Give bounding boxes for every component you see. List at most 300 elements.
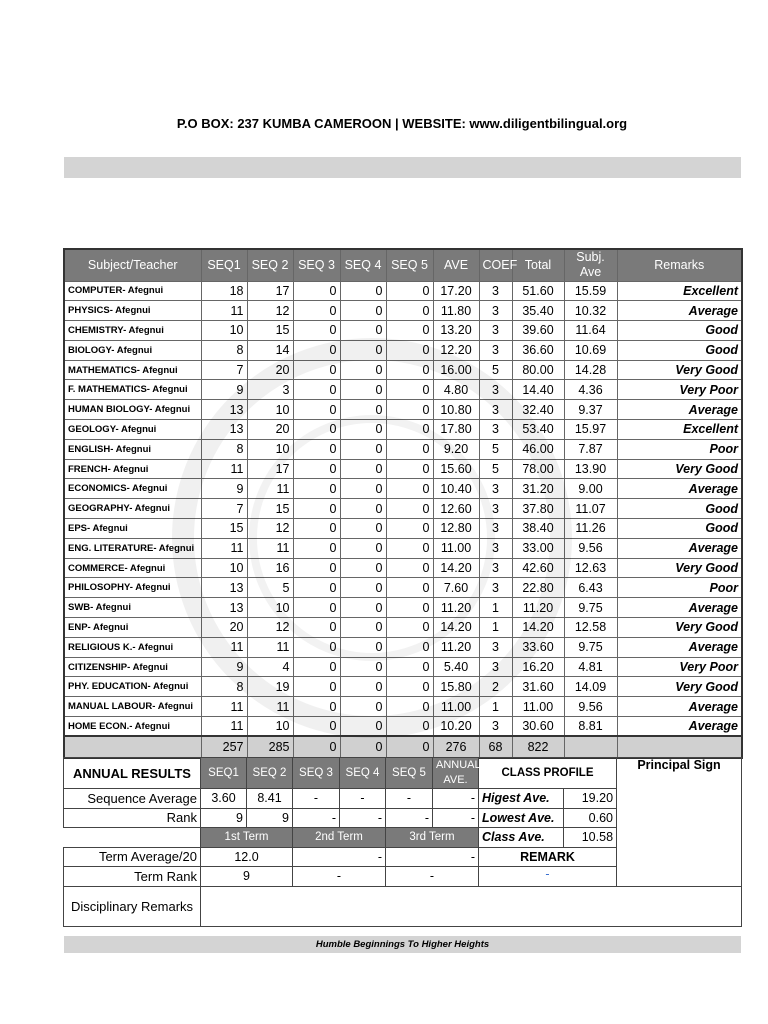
seq3-cell: 0 [293,657,340,677]
seq2-cell: 4 [247,657,293,677]
seq2-cell: 12 [247,519,293,539]
average-cell: 11.20 [433,598,479,618]
seq5-cell: 0 [386,400,433,420]
remark-cell: Average [617,400,742,420]
coefficient-cell: 3 [479,499,512,519]
coefficient-cell: 3 [479,538,512,558]
term-average-value: 12.0 [201,847,293,867]
school-address: P.O BOX: 237 KUMBA CAMEROON | WEBSITE: www.diligentbilingual.org [176,116,628,131]
annual-results-table [63,757,742,927]
rank-value: 9 [201,808,247,828]
seq3-cell: 0 [293,578,340,598]
remark-cell: Average [617,479,742,499]
average-cell: 12.60 [433,499,479,519]
seq2-cell: 14 [247,340,293,360]
seq1-cell: 8 [201,677,247,697]
seq1-cell: 9 [201,380,247,400]
seq5-cell: 0 [386,499,433,519]
remark-cell: Average [617,637,742,657]
seq1-cell: 8 [201,340,247,360]
table-row [64,717,742,737]
term-rank-value: - [293,867,386,887]
average-cell: 10.40 [433,479,479,499]
average-cell: 11.00 [433,697,479,717]
principal-sign: Principal Sign [617,758,742,887]
subject-cell: ENP- Afegnui [64,618,201,638]
seq1-cell: 15 [201,519,247,539]
subject-average-cell: 11.26 [564,519,617,539]
seq4-cell: 0 [340,499,386,519]
coefficient-cell: 3 [479,281,512,301]
coefficient-cell: 3 [479,340,512,360]
seq2-cell: 11 [247,538,293,558]
seq3-cell: 0 [293,340,340,360]
subject-average-cell: 13.90 [564,459,617,479]
seq4-cell: 0 [340,538,386,558]
total-cell: 51.60 [512,281,564,301]
remark-cell: Average [617,717,742,737]
seq3-cell: 0 [293,360,340,380]
seq1-cell: 11 [201,697,247,717]
seq5-cell: 0 [386,380,433,400]
remark-cell: Good [617,519,742,539]
term-header: 2nd Term [293,828,386,848]
seq5-cell: 0 [386,321,433,341]
seq1-cell: 10 [201,558,247,578]
remark-title: REMARK [479,847,617,867]
class-profile-value: 0.60 [564,808,617,828]
subject-cell: FRENCH- Afegnui [64,459,201,479]
coefficient-cell: 3 [479,519,512,539]
subject-average-cell: 11.07 [564,499,617,519]
seq5-cell: 0 [386,281,433,301]
seq4-cell: 0 [340,618,386,638]
subject-average-cell: 4.81 [564,657,617,677]
table-row [64,558,742,578]
remark-cell: Very Poor [617,657,742,677]
average-cell: 12.20 [433,340,479,360]
coefficient-cell: 3 [479,717,512,737]
annual-seq-header: SEQ 2 [247,758,293,789]
total-cell: 11.00 [512,697,564,717]
total-cell: 78.00 [512,459,564,479]
table-row [64,618,742,638]
class-profile-label: Higest Ave. [479,789,564,809]
subject-cell: SWB- Afegnui [64,598,201,618]
seq3-cell: 0 [293,519,340,539]
remark-cell: Very Good [617,618,742,638]
seq3-cell: 0 [293,717,340,737]
disciplinary-remarks-value [201,886,742,926]
subject-cell: COMMERCE- Afegnui [64,558,201,578]
subject-cell: CITIZENSHIP- Afegnui [64,657,201,677]
rank-label: Rank [64,808,201,828]
subject-average-cell: 15.59 [564,281,617,301]
coefficient-cell: 1 [479,598,512,618]
total-cell: 53.40 [512,420,564,440]
average-cell: 5.40 [433,657,479,677]
seq2-cell: 12 [247,618,293,638]
seq5-header: SEQ 5 [386,249,433,281]
seq5-cell: 0 [386,598,433,618]
subject-cell: PHYSICS- Afegnui [64,301,201,321]
seq1-cell: 11 [201,637,247,657]
disciplinary-remarks-label: Disciplinary Remarks [64,886,201,926]
seq1-cell: 7 [201,499,247,519]
total-cell: 33.00 [512,538,564,558]
subject-cell: MANUAL LABOUR- Afegnui [64,697,201,717]
average-cell: 9.20 [433,439,479,459]
seq1-cell: 20 [201,618,247,638]
average-cell: 14.20 [433,618,479,638]
annual-rank-value: - [433,808,479,828]
subject-average-cell: 9.56 [564,538,617,558]
table-row [64,677,742,697]
seq2-cell: 17 [247,459,293,479]
table-row [64,519,742,539]
seq2-cell: 10 [247,439,293,459]
subject-teacher-header: Subject/Teacher [64,249,201,281]
seq3-cell: 0 [293,459,340,479]
seq1-cell: 8 [201,439,247,459]
term-average-value: - [293,847,386,867]
annual-results-title: ANNUAL RESULTS [64,758,201,789]
subject-average-cell: 8.81 [564,717,617,737]
seq1-cell: 13 [201,420,247,440]
remark-cell: Average [617,301,742,321]
seq1-cell: 10 [201,321,247,341]
seq4-cell: 0 [340,578,386,598]
seq5-cell: 0 [386,538,433,558]
seq1-cell: 11 [201,538,247,558]
table-row [64,459,742,479]
coefficient-cell: 3 [479,479,512,499]
seq5-cell: 0 [386,439,433,459]
remark-cell: Very Good [617,677,742,697]
seq4-cell: 0 [340,637,386,657]
seq4-cell: 0 [340,400,386,420]
coefficient-cell: 3 [479,637,512,657]
term-header: 3rd Term [386,828,479,848]
seq2-cell: 15 [247,499,293,519]
subject-average-cell: 9.00 [564,479,617,499]
coefficient-cell: 5 [479,439,512,459]
seq4-cell: 0 [340,360,386,380]
sequence-average-label: Sequence Average [64,789,201,809]
remark-cell: Poor [617,439,742,459]
subject-cell: BIOLOGY- Afegnui [64,340,201,360]
seq4-cell: 0 [340,420,386,440]
seq5-cell: 0 [386,558,433,578]
seq3-cell: 0 [293,420,340,440]
seq2-cell: 11 [247,479,293,499]
remark-value: - [479,867,617,887]
seq5-cell: 0 [386,360,433,380]
seq3-cell: 0 [293,538,340,558]
seq2-cell: 15 [247,321,293,341]
seq4-cell: 0 [340,459,386,479]
seq5-cell: 0 [386,301,433,321]
subject-average-cell: 12.58 [564,618,617,638]
coefficient-cell: 3 [479,578,512,598]
remark-cell: Very Poor [617,380,742,400]
subject-cell: HOME ECON.- Afegnui [64,717,201,737]
seq4-cell: 0 [340,321,386,341]
total-cell: 39.60 [512,321,564,341]
table-row [64,598,742,618]
seq1-cell: 9 [201,479,247,499]
subject-cell: MATHEMATICS- Afegnui [64,360,201,380]
seq2-cell: 10 [247,598,293,618]
term-rank-value: 9 [201,867,293,887]
annual-seq-header: SEQ 5 [386,758,433,789]
seq4-cell: 0 [340,717,386,737]
subject-average-cell: 14.28 [564,360,617,380]
total-value: 0 [386,736,433,758]
seq2-cell: 17 [247,281,293,301]
seq3-cell: 0 [293,598,340,618]
seq3-cell: 0 [293,439,340,459]
sequence-average-value: 3.60 [201,789,247,809]
coefficient-cell: 3 [479,420,512,440]
total-value: 276 [433,736,479,758]
seq1-header: SEQ1 [201,249,247,281]
subject-cell: CHEMISTRY- Afegnui [64,321,201,341]
total-cell: 22.80 [512,578,564,598]
table-row [64,479,742,499]
seq5-cell: 0 [386,459,433,479]
table-row [64,697,742,717]
sequence-average-value: 8.41 [247,789,293,809]
seq4-cell: 0 [340,657,386,677]
seq2-cell: 11 [247,697,293,717]
subject-cell: COMPUTER- Afegnui [64,281,201,301]
remarks-header: Remarks [617,249,742,281]
spacer-cell [64,828,201,848]
seq2-cell: 20 [247,360,293,380]
class-profile-value: 19.20 [564,789,617,809]
subject-average-header: Subj. Ave [564,249,617,281]
seq2-header: SEQ 2 [247,249,293,281]
annual-average-value: - [433,789,479,809]
total-cell: 33.60 [512,637,564,657]
subject-cell: ECONOMICS- Afegnui [64,479,201,499]
rank-value: 9 [247,808,293,828]
seq1-cell: 11 [201,717,247,737]
sequence-average-value: - [386,789,433,809]
table-row [64,578,742,598]
seq3-cell: 0 [293,380,340,400]
average-cell: 12.80 [433,519,479,539]
total-cell: 14.40 [512,380,564,400]
seq3-cell: 0 [293,618,340,638]
seq4-cell: 0 [340,340,386,360]
table-row [64,439,742,459]
rank-value: - [293,808,340,828]
coefficient-cell: 5 [479,459,512,479]
seq5-cell: 0 [386,479,433,499]
subject-cell: RELIGIOUS K.- Afegnui [64,637,201,657]
seq2-cell: 3 [247,380,293,400]
seq3-header: SEQ 3 [293,249,340,281]
seq5-cell: 0 [386,578,433,598]
seq3-cell: 0 [293,301,340,321]
seq3-cell: 0 [293,281,340,301]
seq4-cell: 0 [340,519,386,539]
seq5-cell: 0 [386,340,433,360]
table-row [64,380,742,400]
rank-value: - [340,808,386,828]
subject-average-cell: 10.69 [564,340,617,360]
sequence-average-value: - [293,789,340,809]
total-value: 285 [247,736,293,758]
seq4-cell: 0 [340,301,386,321]
subject-average-cell: 9.75 [564,637,617,657]
coefficient-cell: 3 [479,558,512,578]
coefficient-cell: 1 [479,697,512,717]
grades-table [63,248,743,759]
subject-cell: PHY. EDUCATION- Afegnui [64,677,201,697]
remark-cell: Good [617,321,742,341]
average-cell: 11.80 [433,301,479,321]
subject-cell: GEOGRAPHY- Afegnui [64,499,201,519]
subject-average-cell: 6.43 [564,578,617,598]
rank-value: - [386,808,433,828]
seq1-cell: 11 [201,301,247,321]
seq5-cell: 0 [386,618,433,638]
seq3-cell: 0 [293,479,340,499]
annual-seq-header: SEQ 4 [340,758,386,789]
seq4-cell: 0 [340,479,386,499]
subject-average-cell: 12.63 [564,558,617,578]
seq2-cell: 10 [247,717,293,737]
seq3-cell: 0 [293,321,340,341]
average-cell: 4.80 [433,380,479,400]
school-motto: Humble Beginnings To Higher Heights [64,936,741,953]
coefficient-cell: 3 [479,400,512,420]
seq5-cell: 0 [386,677,433,697]
total-value [64,736,201,758]
subject-cell: F. MATHEMATICS- Afegnui [64,380,201,400]
remark-cell: Good [617,340,742,360]
seq5-cell: 0 [386,420,433,440]
seq4-cell: 0 [340,558,386,578]
remark-cell: Average [617,697,742,717]
average-cell: 10.80 [433,400,479,420]
subject-average-cell: 14.09 [564,677,617,697]
class-profile-value: 10.58 [564,828,617,848]
seq3-cell: 0 [293,677,340,697]
coefficient-cell: 3 [479,657,512,677]
coefficient-cell: 5 [479,360,512,380]
seq3-cell: 0 [293,697,340,717]
total-value: 0 [340,736,386,758]
total-cell: 16.20 [512,657,564,677]
subject-average-cell: 9.56 [564,697,617,717]
coefficient-cell: 3 [479,301,512,321]
seq1-cell: 11 [201,459,247,479]
total-cell: 30.60 [512,717,564,737]
table-row [64,538,742,558]
average-cell: 17.20 [433,281,479,301]
seq5-cell: 0 [386,637,433,657]
class-profile-label: Lowest Ave. [479,808,564,828]
subject-average-cell: 10.32 [564,301,617,321]
total-value: 68 [479,736,512,758]
seq5-cell: 0 [386,717,433,737]
subject-cell: ENG. LITERATURE- Afegnui [64,538,201,558]
seq4-cell: 0 [340,439,386,459]
term-rank-value: - [386,867,479,887]
average-header: AVE [433,249,479,281]
seq2-cell: 19 [247,677,293,697]
average-cell: 7.60 [433,578,479,598]
subject-cell: EPS- Afegnui [64,519,201,539]
subject-cell: PHILOSOPHY- Afegnui [64,578,201,598]
seq1-cell: 13 [201,400,247,420]
remark-cell: Average [617,598,742,618]
term-rank-label: Term Rank [64,867,201,887]
average-cell: 11.20 [433,637,479,657]
seq4-cell: 0 [340,697,386,717]
average-cell: 14.20 [433,558,479,578]
seq2-cell: 16 [247,558,293,578]
coefficient-header: COEF [479,249,512,281]
total-cell: 42.60 [512,558,564,578]
remark-cell: Very Good [617,360,742,380]
totals-row [64,736,742,758]
annual-seq-header: SEQ 3 [293,758,340,789]
total-cell: 14.20 [512,618,564,638]
remark-cell: Excellent [617,420,742,440]
total-cell: 31.60 [512,677,564,697]
total-cell: 31.20 [512,479,564,499]
seq2-cell: 5 [247,578,293,598]
total-value: 822 [512,736,564,758]
average-cell: 13.20 [433,321,479,341]
subject-average-cell: 9.75 [564,598,617,618]
total-cell: 32.40 [512,400,564,420]
seq4-cell: 0 [340,281,386,301]
table-row [64,301,742,321]
total-value: 0 [293,736,340,758]
subject-average-cell: 9.37 [564,400,617,420]
header-band [64,157,741,178]
subject-average-cell: 15.97 [564,420,617,440]
total-cell: 35.40 [512,301,564,321]
total-cell: 46.00 [512,439,564,459]
table-row [64,321,742,341]
coefficient-cell: 1 [479,618,512,638]
seq5-cell: 0 [386,657,433,677]
annual-seq-header: SEQ1 [201,758,247,789]
total-header: Total [512,249,564,281]
table-row [64,400,742,420]
seq1-cell: 9 [201,657,247,677]
annual-ave-header: ANNUAL AVE. [433,758,479,789]
seq4-cell: 0 [340,598,386,618]
remark-cell: Average [617,538,742,558]
total-value [617,736,742,758]
class-profile-label: Class Ave. [479,828,564,848]
class-profile-title: CLASS PROFILE [479,758,617,789]
average-cell: 15.80 [433,677,479,697]
total-cell: 37.80 [512,499,564,519]
coefficient-cell: 2 [479,677,512,697]
remark-cell: Good [617,499,742,519]
seq1-cell: 18 [201,281,247,301]
table-row [64,281,742,301]
